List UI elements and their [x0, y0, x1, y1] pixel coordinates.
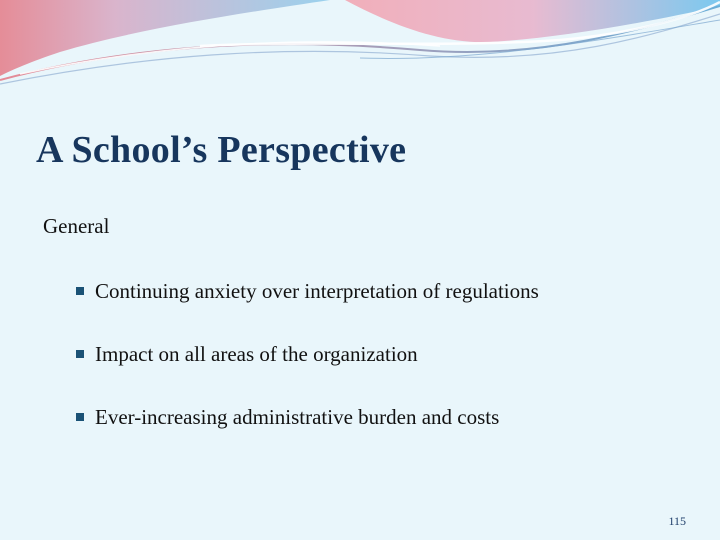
bullet-text: Continuing anxiety over interpretation of regulations: [95, 278, 539, 303]
bullet-list: [76, 278, 539, 467]
bullet-item: [76, 341, 539, 367]
square-bullet-icon: [76, 287, 84, 295]
page-number: 115: [668, 514, 686, 528]
slide-title: A School’s Perspective: [36, 129, 407, 171]
top-swoosh-decoration: [0, 0, 720, 90]
bullet-item: [76, 404, 539, 430]
bullet-item: [76, 278, 539, 304]
square-bullet-icon: [76, 413, 84, 421]
square-bullet-icon: [76, 350, 84, 358]
bullet-text: Ever-increasing administrative burden and costs: [95, 404, 500, 429]
section-label: General: [43, 214, 110, 238]
bullet-text: Impact on all areas of the organization: [95, 341, 418, 366]
